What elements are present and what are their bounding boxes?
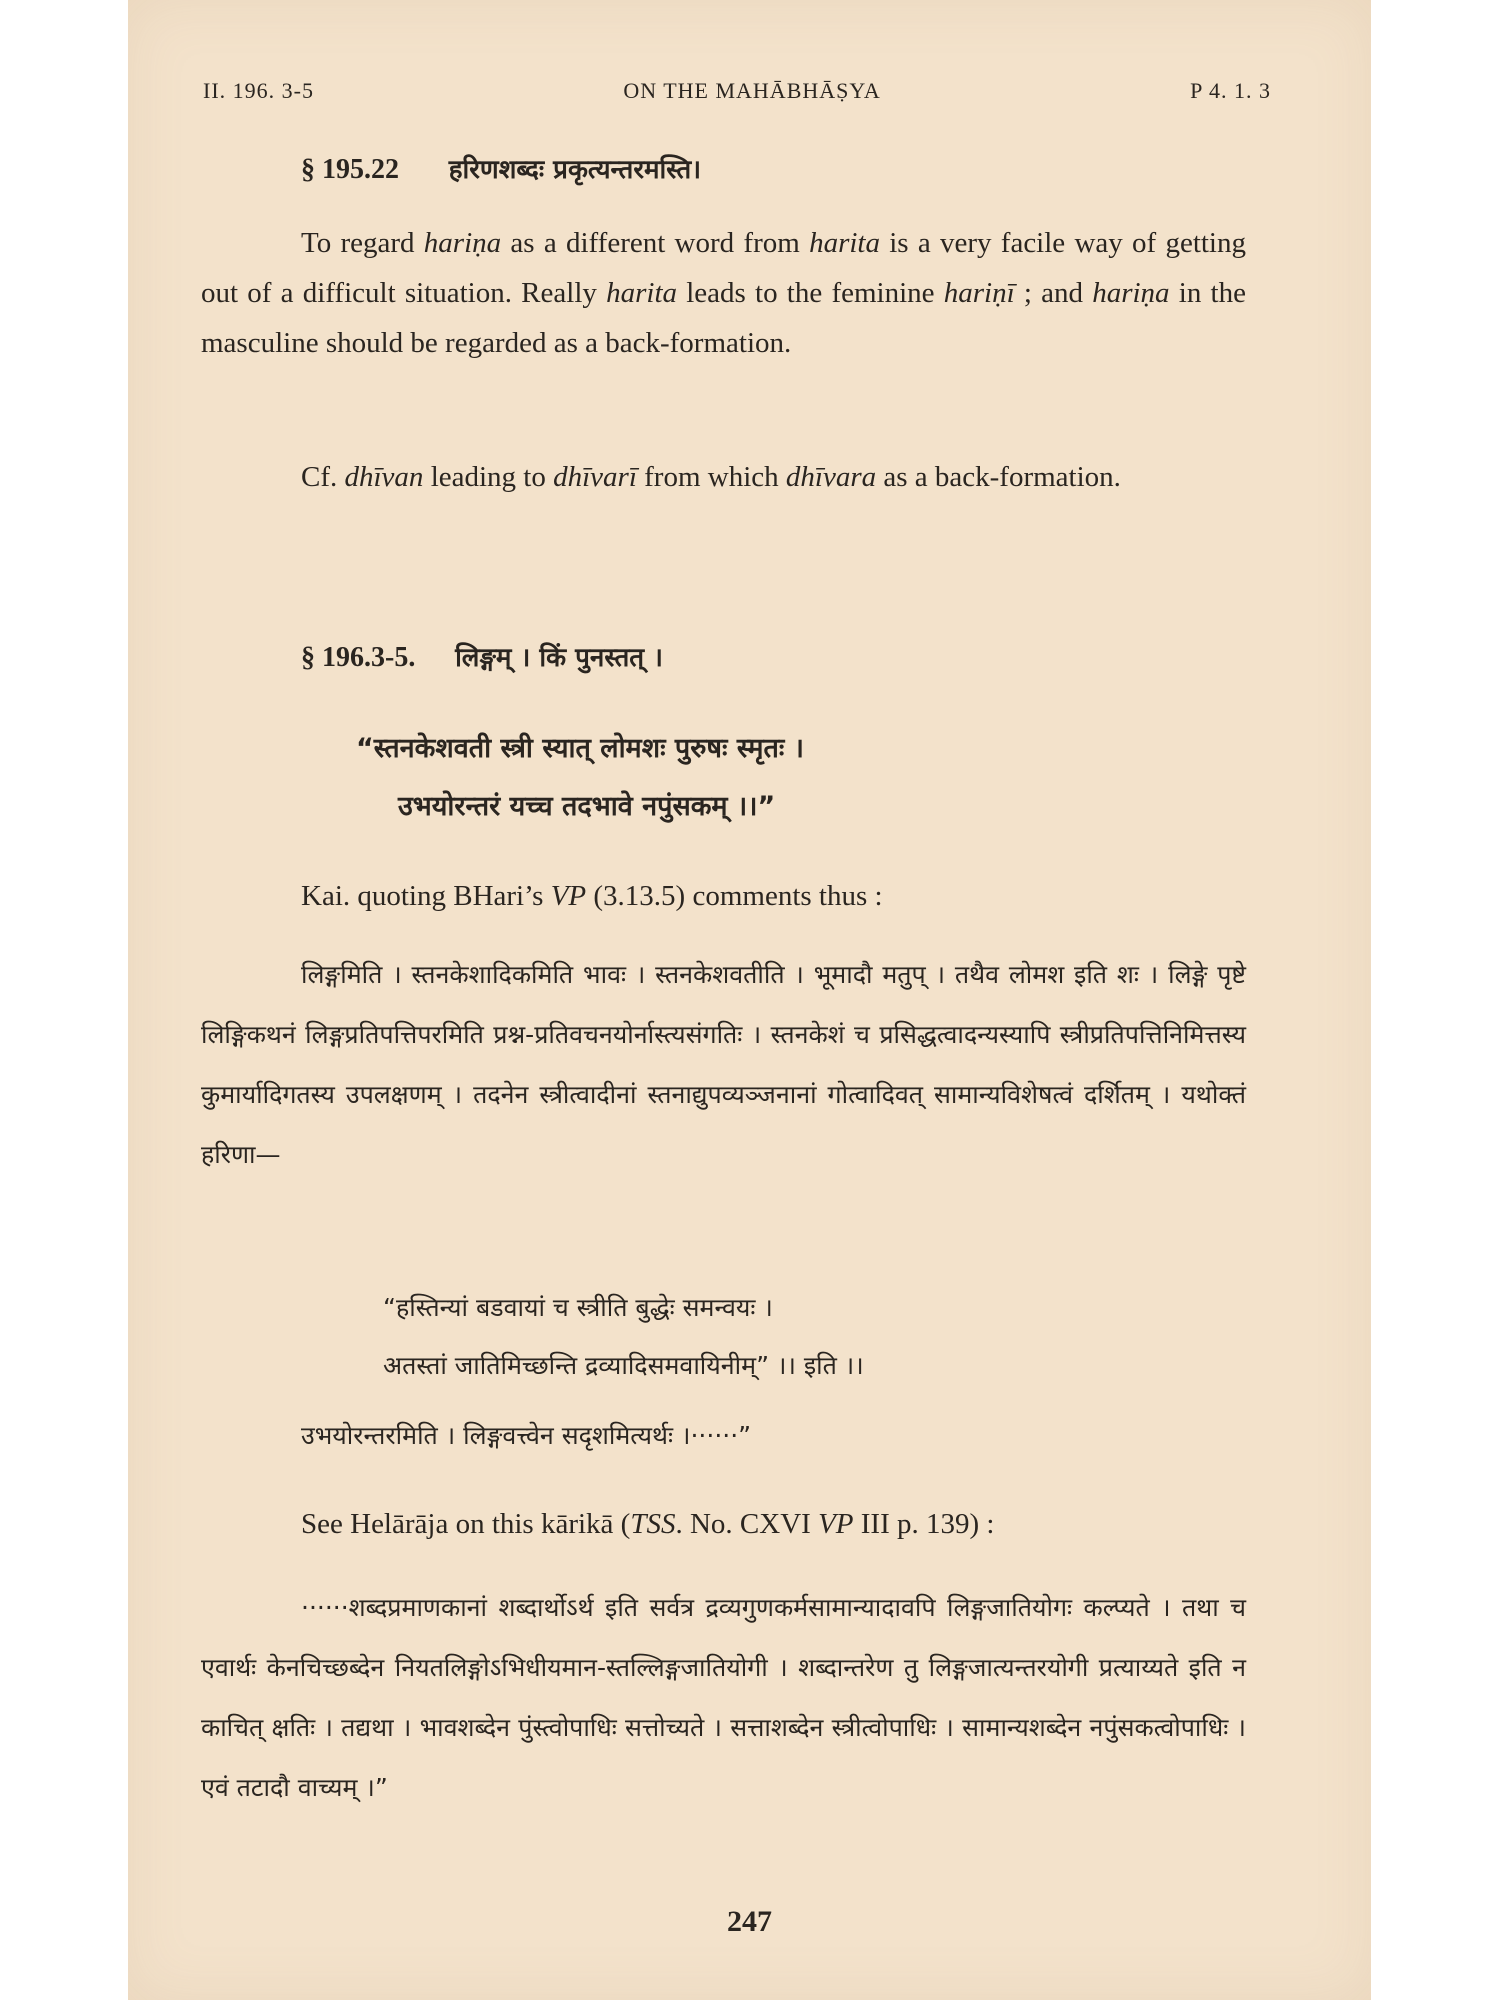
section-number: § 195.22 xyxy=(301,154,399,185)
text-run: Kai. quoting BHari’s xyxy=(301,880,551,912)
header-right: P 4. 1. 3 xyxy=(1190,78,1271,103)
commentary-sanskrit: लिङ्गमिति । स्तनकेशादिकमिति भावः । स्तनकेशवतीति । भूमादौ मतुप् । तथैव लोमश इति शः । लिङ्गे पृष्टे लिङ्गिकथनं लिङ्गप्रतिपत्तिपरमिति प्रश्न-प्रतिवचनयोर्नास्त्यसंगतिः । स्तनकेशं च प्रसिद्धत्वादन्यस्यापि स्त्रीप्रतिपत्तिनिमित्तस्य कुमार्यादिगतस्य उपलक्षणम् । तदनेन स्त्रीत्वादीनां स्तनाद्युपव्यञ्जनानां गोत्वादिवत् सामान्यविशेषत्वं दर्शितम् । यथोक्तं हरिणा— xyxy=(201,960,1246,1169)
text-run: . No. CXVI xyxy=(675,1508,819,1540)
italic-term: harita xyxy=(606,277,678,309)
header-left: II. 196. 3-5 xyxy=(203,78,314,103)
see-helaraja-line xyxy=(301,1508,994,1541)
italic-term: VP xyxy=(550,880,587,912)
quote-line-1: “हस्तिन्यां बडवायां च स्त्रीति बुद्धेः समन्वयः । xyxy=(383,1293,773,1322)
text-run: III p. 139) : xyxy=(853,1508,995,1540)
helaraja-sanskrit: ······शब्दप्रमाणकानां शब्दार्थोऽर्थ इति सर्वत्र द्रव्यगुणकर्मसामान्यादावपि लिङ्गजातियोगः कल्प्यते । तथा च एवार्थः केनचिच्छब्देन नियतलिङ्गोऽभिधीयमान-स्तल्लिङ्गजातियोगी । शब्दान्तरेण तु लिङ्गजात्यन्तरयोगी प्रत्याय्यते इति न काचित् क्षतिः । तद्यथा । भावशब्देन पुंस्त्वोपाधिः सत्तोच्यते । सत्ताशब्देन स्त्रीत्वोपाधिः । सामान्यशब्देन नपुंसकत्वोपाधिः । एवं तटादौ वाच्यम् ।” xyxy=(201,1593,1246,1802)
book-page xyxy=(128,0,1371,2000)
paragraph-dhivan xyxy=(201,452,1246,502)
italic-term: TSS xyxy=(630,1508,676,1540)
section-heading-195 xyxy=(301,150,701,186)
text-run: Cf. xyxy=(301,461,345,493)
after-quote-line: उभयोरन्तरमिति । लिङ्गवत्त्वेन सदृशमित्यर्थः ।······” xyxy=(301,1421,752,1450)
running-header xyxy=(203,78,1271,104)
text-run: as a back-formation. xyxy=(876,461,1121,493)
kai-quote-intro xyxy=(301,880,883,913)
text-run: (3.13.5) comments thus : xyxy=(586,880,883,912)
italic-term: dhīvan xyxy=(344,461,424,493)
text-run: from which xyxy=(636,461,786,493)
section-heading-196 xyxy=(301,638,663,674)
verse-line-2: उभयोरन्तरं यच्च तदभावे नपुंसकम् ।।” xyxy=(398,791,776,822)
italic-term: hariṇa xyxy=(1092,277,1170,309)
section-sanskrit: लिङ्गम् । किं पुनस्तत् । xyxy=(455,643,664,673)
italic-term: hariṇī xyxy=(943,277,1015,309)
text-run: ; and xyxy=(1014,277,1093,309)
section-number: § 196.3-5. xyxy=(301,642,416,673)
text-run: leading to xyxy=(423,461,554,493)
text-run: is a very facile way of getting out of a difficult situation. Really xyxy=(201,227,1246,309)
text-run: leads to the feminine xyxy=(677,277,944,309)
italic-term: hariṇa xyxy=(423,227,502,259)
paragraph-harina xyxy=(201,218,1246,368)
italic-term: VP xyxy=(818,1508,854,1540)
verse-line-1: “स्तनकेशवती स्त्री स्यात् लोमशः पुरुषः स्मृतः । xyxy=(356,733,804,764)
section-sanskrit: हरिणशब्दः प्रकृत्यन्तरमस्ति। xyxy=(448,155,702,185)
italic-term: dhīvara xyxy=(785,461,877,493)
quote-line-2: अतस्तां जातिमिच्छन्ति द्रव्यादिसमवायिनीम्” ।। इति ।। xyxy=(383,1351,864,1380)
text-run: in the masculine should be regarded as a back-formation. xyxy=(201,277,1246,359)
italic-term: harita xyxy=(809,227,880,259)
italic-term: dhīvarī xyxy=(553,461,637,493)
text-run: as a different word from xyxy=(501,227,810,259)
page-number: 247 xyxy=(727,1905,772,1938)
text-run: To regard xyxy=(301,227,424,259)
header-center: ON THE MAHĀBHĀṢYA xyxy=(623,78,881,103)
text-run: See Helārāja on this kārikā ( xyxy=(301,1508,631,1540)
